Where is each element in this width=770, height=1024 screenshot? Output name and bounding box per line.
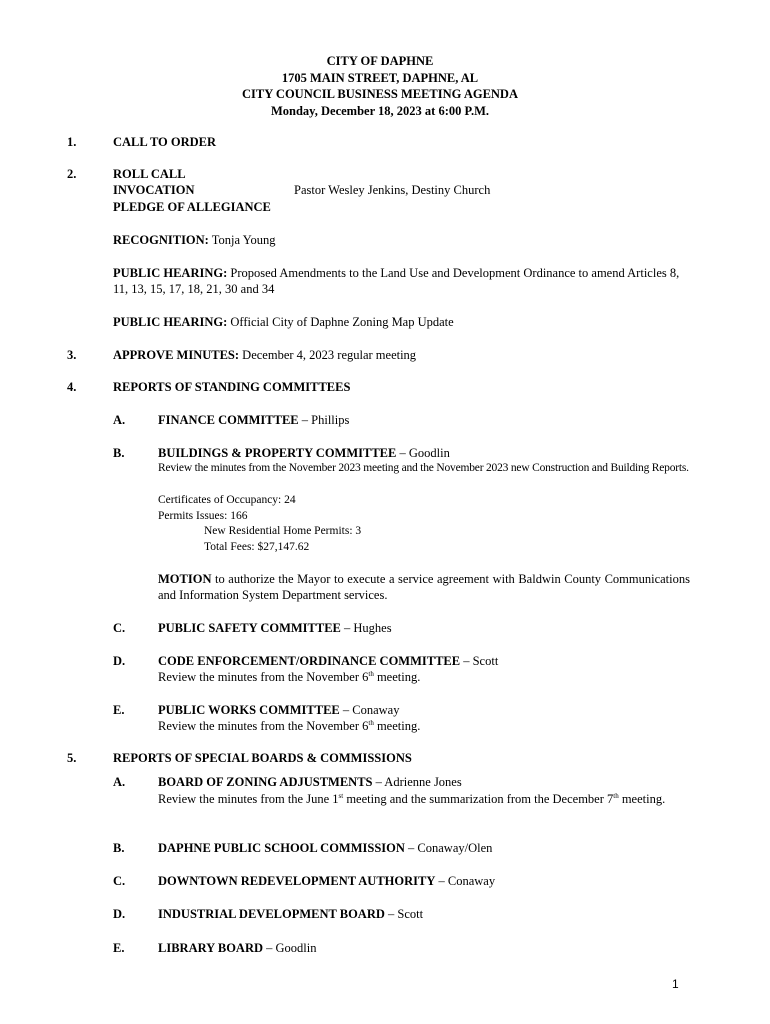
- zoning-adjustments-member: – Adrienne Jones: [372, 775, 462, 789]
- downtown-redevelopment-title: DOWNTOWN REDEVELOPMENT AUTHORITY: [158, 874, 436, 888]
- item-5d-letter: D.: [113, 907, 126, 921]
- public-works-review-end: meeting.: [373, 719, 421, 733]
- zoning-review-text: Review the minutes from the June 1: [158, 792, 339, 806]
- item-5e-letter: E.: [113, 941, 125, 955]
- header-city: CITY OF DAPHNE: [326, 54, 434, 68]
- public-works-committee: [158, 702, 399, 718]
- zoning-adjustments-title: BOARD OF ZONING ADJUSTMENTS: [158, 775, 373, 789]
- residential-permits: New Residential Home Permits: 3: [204, 525, 362, 537]
- item-5a-letter: A.: [113, 775, 126, 789]
- public-works-review-sup: th: [368, 718, 374, 727]
- item-4b-letter: B.: [113, 446, 125, 460]
- public-hearing-2: [113, 314, 454, 330]
- item-3-number: 3.: [67, 348, 77, 362]
- industrial-development-title: INDUSTRIAL DEVELOPMENT BOARD: [158, 907, 385, 921]
- header-meeting-type: CITY COUNCIL BUSINESS MEETING AGENDA: [242, 87, 518, 101]
- item-5c-letter: C.: [113, 874, 126, 888]
- roll-call: ROLL CALL: [113, 167, 186, 181]
- recognition-value: Tonja Young: [211, 233, 276, 247]
- item-4-number: 4.: [67, 380, 77, 394]
- library-board-member: – Goodlin: [263, 941, 317, 955]
- code-enforcement-committee-member: – Scott: [460, 654, 499, 668]
- header-date: Monday, December 18, 2023 at 6:00 P.M.: [270, 103, 490, 118]
- finance-committee: [158, 412, 349, 428]
- total-fees: Total Fees: $27,147.62: [204, 541, 310, 553]
- approve-minutes: [113, 347, 416, 363]
- item-5b-letter: B.: [113, 841, 125, 855]
- code-enforcement-review-end: meeting.: [373, 670, 421, 684]
- school-commission-member: – Conaway/Olen: [404, 841, 493, 855]
- item-1-title: CALL TO ORDER: [113, 135, 217, 149]
- downtown-redevelopment: [158, 873, 495, 889]
- item-5-number: 5.: [67, 751, 77, 765]
- zoning-review-sup-2: th: [613, 791, 619, 800]
- public-works-committee-member: – Conaway: [339, 703, 400, 717]
- code-enforcement-review: [158, 669, 420, 685]
- agenda-header: [0, 53, 760, 119]
- public-hearing-2-text: Official City of Daphne Zoning Map Update: [230, 315, 454, 329]
- item-4c-letter: C.: [113, 621, 126, 635]
- code-enforcement-review-sup: th: [368, 669, 374, 678]
- public-hearing-1-text: Proposed Amendments to the Land Use and Development Ordinance to amend Articles 8, 11, 13, 15, 17, 18, 21, 30 and 34: [113, 266, 680, 296]
- approve-minutes-label: APPROVE MINUTES:: [113, 348, 240, 362]
- zoning-adjustments-board: [158, 774, 462, 790]
- item-2-number: 2.: [67, 167, 77, 181]
- industrial-development-board: [158, 906, 423, 922]
- item-5-title: REPORTS OF SPECIAL BOARDS & COMMISSIONS: [113, 751, 412, 765]
- recognition: [113, 232, 275, 248]
- certificates-occupancy: Certificates of Occupancy: 24: [158, 494, 296, 506]
- motion-paragraph: [158, 571, 690, 603]
- invocation-value: Pastor Wesley Jenkins, Destiny Church: [294, 183, 491, 197]
- public-works-review-text: Review the minutes from the November 6: [158, 719, 369, 733]
- public-works-review: [158, 718, 420, 734]
- zoning-review-sup-1: st: [338, 791, 344, 800]
- library-board: [158, 940, 317, 956]
- item-4-title: REPORTS OF STANDING COMMITTEES: [113, 380, 351, 394]
- zoning-review-mid: meeting and the summarization from the December 7: [343, 792, 614, 806]
- buildings-committee-title: BUILDINGS & PROPERTY COMMITTEE: [158, 446, 397, 460]
- zoning-review-end: meeting.: [618, 792, 666, 806]
- item-4d-letter: D.: [113, 654, 126, 668]
- finance-committee-member: – Phillips: [298, 413, 350, 427]
- downtown-redevelopment-member: – Conaway: [435, 874, 496, 888]
- public-hearing-2-label: PUBLIC HEARING:: [113, 315, 228, 329]
- pledge-of-allegiance: PLEDGE OF ALLEGIANCE: [113, 200, 271, 214]
- page-number: 1: [672, 977, 679, 991]
- public-safety-committee-member: – Hughes: [340, 621, 392, 635]
- public-works-committee-title: PUBLIC WORKS COMMITTEE: [158, 703, 340, 717]
- item-1-number: 1.: [67, 135, 77, 149]
- buildings-committee: [158, 445, 450, 461]
- recognition-label: RECOGNITION:: [113, 233, 209, 247]
- public-hearing-1-label: PUBLIC HEARING:: [113, 266, 228, 280]
- motion-text: to authorize the Mayor to execute a service agreement with Baldwin County Communications and Information System Department services.: [158, 572, 690, 602]
- industrial-development-member: – Scott: [384, 907, 424, 921]
- buildings-review: Review the minutes from the November 2023 meeting and the November 2023 new Construction and Building Reports.: [158, 462, 689, 474]
- public-safety-committee: [158, 620, 392, 636]
- item-4a-letter: A.: [113, 413, 126, 427]
- zoning-adjustments-review: [158, 791, 690, 807]
- code-enforcement-committee-title: CODE ENFORCEMENT/ORDINANCE COMMITTEE: [158, 654, 461, 668]
- finance-committee-title: FINANCE COMMITTEE: [158, 413, 299, 427]
- school-commission-title: DAPHNE PUBLIC SCHOOL COMMISSION: [158, 841, 405, 855]
- invocation-label: INVOCATION: [113, 183, 195, 197]
- permits-issues: Permits Issues: 166: [158, 510, 248, 522]
- public-safety-committee-title: PUBLIC SAFETY COMMITTEE: [158, 621, 341, 635]
- header-address: 1705 MAIN STREET, DAPHNE, AL: [281, 70, 479, 85]
- buildings-committee-member: – Goodlin: [396, 446, 450, 460]
- library-board-title: LIBRARY BOARD: [158, 941, 264, 955]
- code-enforcement-committee: [158, 653, 498, 669]
- school-commission: [158, 840, 492, 856]
- motion-label: MOTION: [158, 572, 212, 586]
- public-hearing-1: [113, 265, 693, 297]
- item-4e-letter: E.: [113, 703, 125, 717]
- code-enforcement-review-text: Review the minutes from the November 6: [158, 670, 369, 684]
- approve-minutes-value: December 4, 2023 regular meeting: [242, 348, 417, 362]
